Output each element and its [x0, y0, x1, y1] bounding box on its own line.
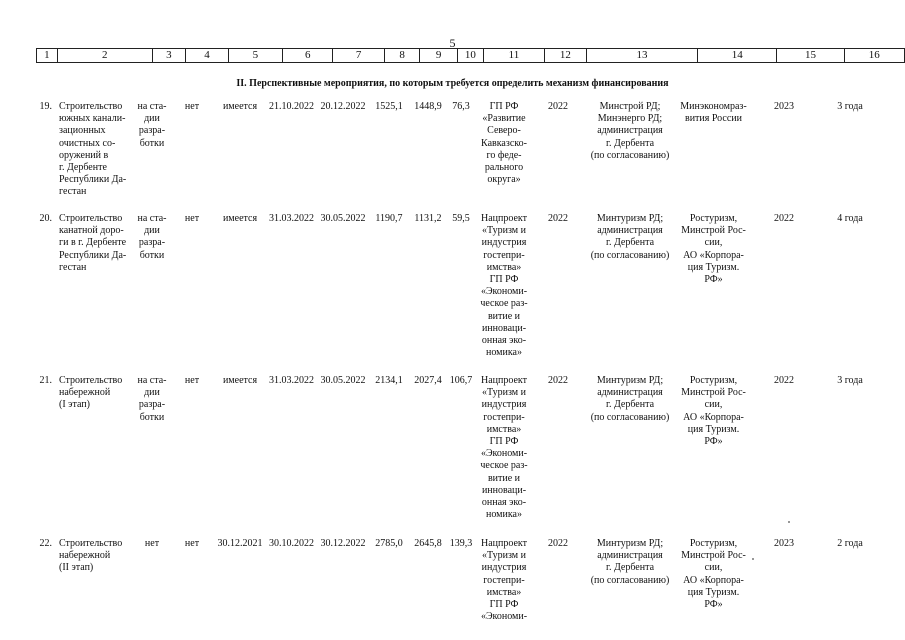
executor	[582, 213, 678, 262]
duration	[820, 538, 880, 550]
design-stage-line: на ста-	[137, 375, 167, 386]
federal-ministry-line: АО «Корпора-	[683, 411, 744, 423]
federal-ministry-line: Минстрой Рос-	[681, 550, 746, 562]
row-number	[35, 375, 52, 387]
federal-ministry	[672, 213, 755, 286]
state-program	[474, 375, 534, 521]
measure-name-line: гестан	[59, 261, 87, 273]
duration	[820, 101, 880, 113]
column-4-value	[175, 213, 209, 225]
federal-ministry-line: Минэкономраз-	[680, 101, 747, 112]
executor-line: администрация	[597, 550, 663, 562]
measure-name-line: канатной доро-	[59, 225, 124, 237]
design-stage	[134, 375, 170, 424]
column-header: 1	[37, 49, 58, 63]
state-program-line: гостепри-	[483, 411, 525, 423]
federal-ministry-line: АО «Корпора-	[683, 249, 744, 261]
scan-speck	[788, 521, 790, 523]
measure-name-line: южных канали-	[59, 113, 126, 125]
design-stage	[134, 213, 170, 262]
start-date	[266, 213, 317, 225]
regional-amount-line: 76,3	[452, 101, 470, 112]
executor-line: администрация	[597, 387, 663, 399]
start-date-line: 31.03.2022	[269, 375, 314, 386]
executor-line: Минэнерго РД;	[597, 113, 663, 125]
column-5-value-line: имеется	[222, 101, 258, 112]
state-program-line: Северо-	[487, 125, 521, 137]
year-start-line: 2022	[548, 101, 568, 112]
design-stage-line: на ста-	[137, 101, 167, 112]
column-header: 14	[698, 49, 777, 63]
measure-name-line: зационных	[59, 125, 106, 137]
column-header: 2	[57, 49, 152, 63]
state-program-line: ГП РФ	[489, 101, 519, 112]
year-start	[538, 213, 578, 225]
federal-ministry-line: вития России	[684, 113, 743, 125]
federal-amount	[410, 213, 446, 225]
total-amount-line: 1190,7	[375, 213, 403, 224]
executor-line: г. Дербента	[605, 562, 655, 574]
row-number-line: 21.	[39, 375, 52, 386]
federal-ministry-line: ция Туризм.	[687, 586, 740, 598]
state-program-line: онная эко-	[481, 497, 527, 509]
start-date	[266, 538, 317, 550]
design-stage-line: дии	[144, 113, 160, 125]
federal-ministry-line: ция Туризм.	[687, 261, 740, 273]
row-number-line: 19.	[39, 101, 52, 112]
design-stage	[134, 101, 170, 150]
regional-amount-line: 59,5	[452, 213, 470, 224]
state-program-line: ГП РФ	[489, 599, 519, 611]
year-start	[538, 538, 578, 550]
measure-name-line: очистных со-	[59, 137, 116, 149]
executor-line: Минстрой РД;	[599, 101, 661, 112]
executor-line: г. Дербента	[605, 137, 655, 149]
state-program-line: имства»	[486, 261, 522, 273]
executor-line: (по согласованию)	[590, 574, 670, 586]
row-number-line: 22.	[39, 538, 52, 549]
column-4-value	[175, 101, 209, 113]
executor-line: Минтуризм РД;	[596, 375, 664, 386]
state-program-line: инноваци-	[481, 322, 527, 334]
column-5-value-line: имеется	[222, 213, 258, 224]
end-date-line: 30.05.2022	[320, 375, 366, 386]
measure-name-line: Строительство	[59, 213, 123, 224]
federal-amount	[410, 375, 446, 387]
state-program-line: онная эко-	[481, 335, 527, 347]
column-4-value	[175, 375, 209, 387]
state-program-line: индустрия	[481, 237, 527, 249]
total-amount	[370, 375, 408, 387]
end-date	[317, 101, 369, 113]
state-program-line: Кавказско-	[481, 137, 527, 149]
column-4-value	[175, 538, 209, 550]
executor-line: администрация	[597, 125, 663, 137]
executor	[582, 101, 678, 162]
federal-ministry-line: Минстрой Рос-	[681, 225, 746, 237]
federal-ministry-line: ция Туризм.	[687, 423, 740, 435]
row-number	[35, 213, 52, 225]
measure-name-line: (II этап)	[59, 562, 94, 574]
federal-ministry-line: Ростуризм,	[689, 538, 738, 549]
regional-amount-line: 139,3	[449, 538, 473, 549]
column-header: 7	[333, 49, 384, 63]
executor-line: администрация	[597, 225, 663, 237]
duration-line: 3 года	[837, 375, 863, 386]
start-date	[266, 375, 317, 387]
year-start-line: 2022	[548, 375, 568, 386]
state-program	[474, 101, 534, 186]
federal-amount	[410, 538, 446, 550]
state-program-line: рального	[484, 162, 524, 174]
design-stage-line: ботки	[139, 137, 165, 149]
state-program-line: округа»	[487, 174, 521, 186]
measure-name	[59, 101, 135, 199]
design-stage-line: ботки	[139, 411, 165, 423]
column-header: 9	[420, 49, 458, 63]
regional-amount	[447, 101, 475, 113]
end-date-line: 30.05.2022	[320, 213, 366, 224]
executor-line: г. Дербента	[605, 237, 655, 249]
column-header: 15	[777, 49, 844, 63]
duration	[820, 213, 880, 225]
start-date-line: 31.03.2022	[269, 213, 314, 224]
executor	[582, 538, 678, 587]
column-5-value-line: имеется	[222, 375, 258, 386]
total-amount	[370, 101, 408, 113]
state-program-line: гостепри-	[483, 249, 525, 261]
federal-ministry-line: РФ»	[704, 436, 723, 448]
executor-line: Минтуризм РД;	[596, 213, 664, 224]
state-program-line: «Туризм и	[482, 550, 526, 562]
measure-name-line: набережной	[59, 550, 111, 562]
state-program-line: «Развитие	[482, 113, 526, 125]
row-number-line: 20.	[39, 213, 52, 224]
measure-name-line: Строительство	[59, 101, 123, 112]
row-number	[35, 538, 52, 550]
duration	[820, 375, 880, 387]
duration-line: 2 года	[837, 538, 863, 549]
column-header: 8	[384, 49, 420, 63]
measure-name	[59, 213, 135, 274]
executor-line: Минтуризм РД;	[596, 538, 664, 549]
state-program-line: «Экономи-	[480, 448, 528, 460]
federal-amount	[410, 101, 446, 113]
federal-ministry-line: АО «Корпора-	[683, 574, 744, 586]
federal-ministry-line: РФ»	[704, 599, 723, 611]
column-header: 5	[228, 49, 282, 63]
federal-ministry	[672, 538, 755, 611]
executor-line: г. Дербента	[605, 399, 655, 411]
design-stage-line: разра-	[138, 399, 166, 411]
regional-amount	[447, 538, 475, 550]
start-date	[266, 101, 317, 113]
end-date	[317, 538, 369, 550]
year-start-line: 2022	[548, 538, 568, 549]
regional-amount-line: 106,7	[449, 375, 473, 386]
column-header: 3	[152, 49, 186, 63]
federal-ministry-line: Ростуризм,	[689, 213, 738, 224]
state-program-line: ГП РФ	[489, 274, 519, 286]
state-program-line: витие и	[487, 472, 521, 484]
measure-name-line: (I этап)	[59, 399, 90, 411]
state-program-line: номика»	[486, 347, 522, 359]
start-date-line: 30.10.2022	[269, 538, 314, 549]
total-amount-line: 2785,0	[375, 538, 403, 549]
scan-speck	[752, 558, 754, 560]
federal-ministry-line: Ростуризм,	[689, 375, 738, 386]
design-stage-line: дии	[144, 225, 160, 237]
year-end-line: 2023	[774, 101, 794, 112]
measure-name-line: Строительство	[59, 538, 123, 549]
state-program-line: Нацпроект	[480, 538, 528, 549]
design-stage	[134, 538, 170, 550]
state-program-line: «Туризм и	[482, 387, 526, 399]
state-program	[474, 538, 534, 623]
column-5-value	[214, 375, 266, 387]
total-amount	[370, 538, 408, 550]
year-end	[762, 213, 806, 225]
state-program-line: ческое раз-	[480, 298, 528, 310]
year-start	[538, 375, 578, 387]
state-program-line: Нацпроект	[480, 375, 528, 386]
federal-amount-line: 1448,9	[414, 101, 442, 112]
year-end-line: 2022	[774, 213, 794, 224]
page-number: 5	[449, 36, 456, 50]
end-date-line: 20.12.2022	[320, 101, 366, 112]
measure-name-line: оружений в	[59, 149, 109, 161]
total-amount-line: 1525,1	[375, 101, 403, 112]
state-program-line: инноваци-	[481, 484, 527, 496]
column-header: 6	[283, 49, 333, 63]
end-date	[317, 375, 369, 387]
column-4-value-line: нет	[184, 213, 200, 224]
column-5-value	[214, 538, 266, 550]
executor-line: (по согласованию)	[590, 149, 670, 161]
state-program-line: индустрия	[481, 399, 527, 411]
state-program-line: индустрия	[481, 562, 527, 574]
design-stage-line: разра-	[138, 125, 166, 137]
column-5-value	[214, 101, 266, 113]
federal-amount-line: 2645,8	[414, 538, 442, 549]
design-stage-line: дии	[144, 387, 160, 399]
column-5-value	[214, 213, 266, 225]
executor	[582, 375, 678, 424]
start-date-line: 21.10.2022	[269, 101, 314, 112]
column-header: 11	[483, 49, 544, 63]
duration-line: 4 года	[837, 213, 863, 224]
year-end	[762, 101, 806, 113]
column-header: 12	[545, 49, 587, 63]
duration-line: 3 года	[837, 101, 863, 112]
federal-amount-line: 2027,4	[414, 375, 442, 386]
state-program-line: Нацпроект	[480, 213, 528, 224]
state-program-line: витие и	[487, 310, 521, 322]
row-number	[35, 101, 52, 113]
measure-name-line: гестан	[59, 186, 87, 198]
measure-name-line: Строительство	[59, 375, 123, 386]
state-program-line: «Туризм и	[482, 225, 526, 237]
design-stage-line: разра-	[138, 237, 166, 249]
state-program-line: «Экономи-	[480, 611, 528, 623]
executor-line: (по согласованию)	[590, 411, 670, 423]
total-amount-line: 2134,1	[375, 375, 403, 386]
federal-ministry	[672, 101, 755, 125]
year-end-line: 2022	[774, 375, 794, 386]
state-program-line: ГП РФ	[489, 436, 519, 448]
state-program-line: «Экономи-	[480, 286, 528, 298]
measure-name-line: набережной	[59, 387, 111, 399]
federal-ministry-line: сии,	[704, 237, 723, 249]
regional-amount	[447, 213, 475, 225]
state-program-line: имства»	[486, 586, 522, 598]
year-start-line: 2022	[548, 213, 568, 224]
column-header: 10	[457, 49, 483, 63]
measure-name-line: г. Дербенте	[59, 162, 107, 174]
state-program-line: ческое раз-	[480, 460, 528, 472]
design-stage-line: на ста-	[137, 213, 167, 224]
end-date-line: 30.12.2022	[320, 538, 366, 549]
federal-ministry-line: Минстрой Рос-	[681, 387, 746, 399]
total-amount	[370, 213, 408, 225]
measure-name	[59, 375, 135, 412]
state-program	[474, 213, 534, 359]
state-program-line: номика»	[486, 509, 522, 521]
column-header: 4	[186, 49, 229, 63]
column-4-value-line: нет	[184, 101, 200, 112]
federal-ministry-line: сии,	[704, 399, 723, 411]
state-program-line: гостепри-	[483, 574, 525, 586]
federal-amount-line: 1131,2	[414, 213, 442, 224]
federal-ministry	[672, 375, 755, 448]
measure-name-line: ги в г. Дербенте	[59, 237, 127, 249]
column-4-value-line: нет	[184, 538, 200, 549]
measure-name-line: Республики Да-	[59, 249, 127, 261]
year-end-line: 2023	[774, 538, 794, 549]
year-end	[762, 538, 806, 550]
federal-ministry-line: РФ»	[704, 274, 723, 286]
column-header: 16	[844, 49, 904, 63]
year-end	[762, 375, 806, 387]
executor-line: (по согласованию)	[590, 249, 670, 261]
column-4-value-line: нет	[184, 375, 200, 386]
design-stage-line: нет	[144, 538, 160, 549]
state-program-line: го феде-	[486, 149, 522, 161]
column-header: 13	[586, 49, 698, 63]
end-date	[317, 213, 369, 225]
measure-name-line: Республики Да-	[59, 174, 127, 186]
column-5-value-line: 30.12.2021	[217, 538, 263, 549]
column-number-header	[36, 48, 905, 63]
state-program-line: имства»	[486, 423, 522, 435]
section-title: II. Перспективные мероприятия, по которым требуется определить механизм финансирования	[236, 78, 669, 89]
regional-amount	[447, 375, 475, 387]
design-stage-line: ботки	[139, 249, 165, 261]
measure-name	[59, 538, 135, 575]
federal-ministry-line: сии,	[704, 562, 723, 574]
year-start	[538, 101, 578, 113]
